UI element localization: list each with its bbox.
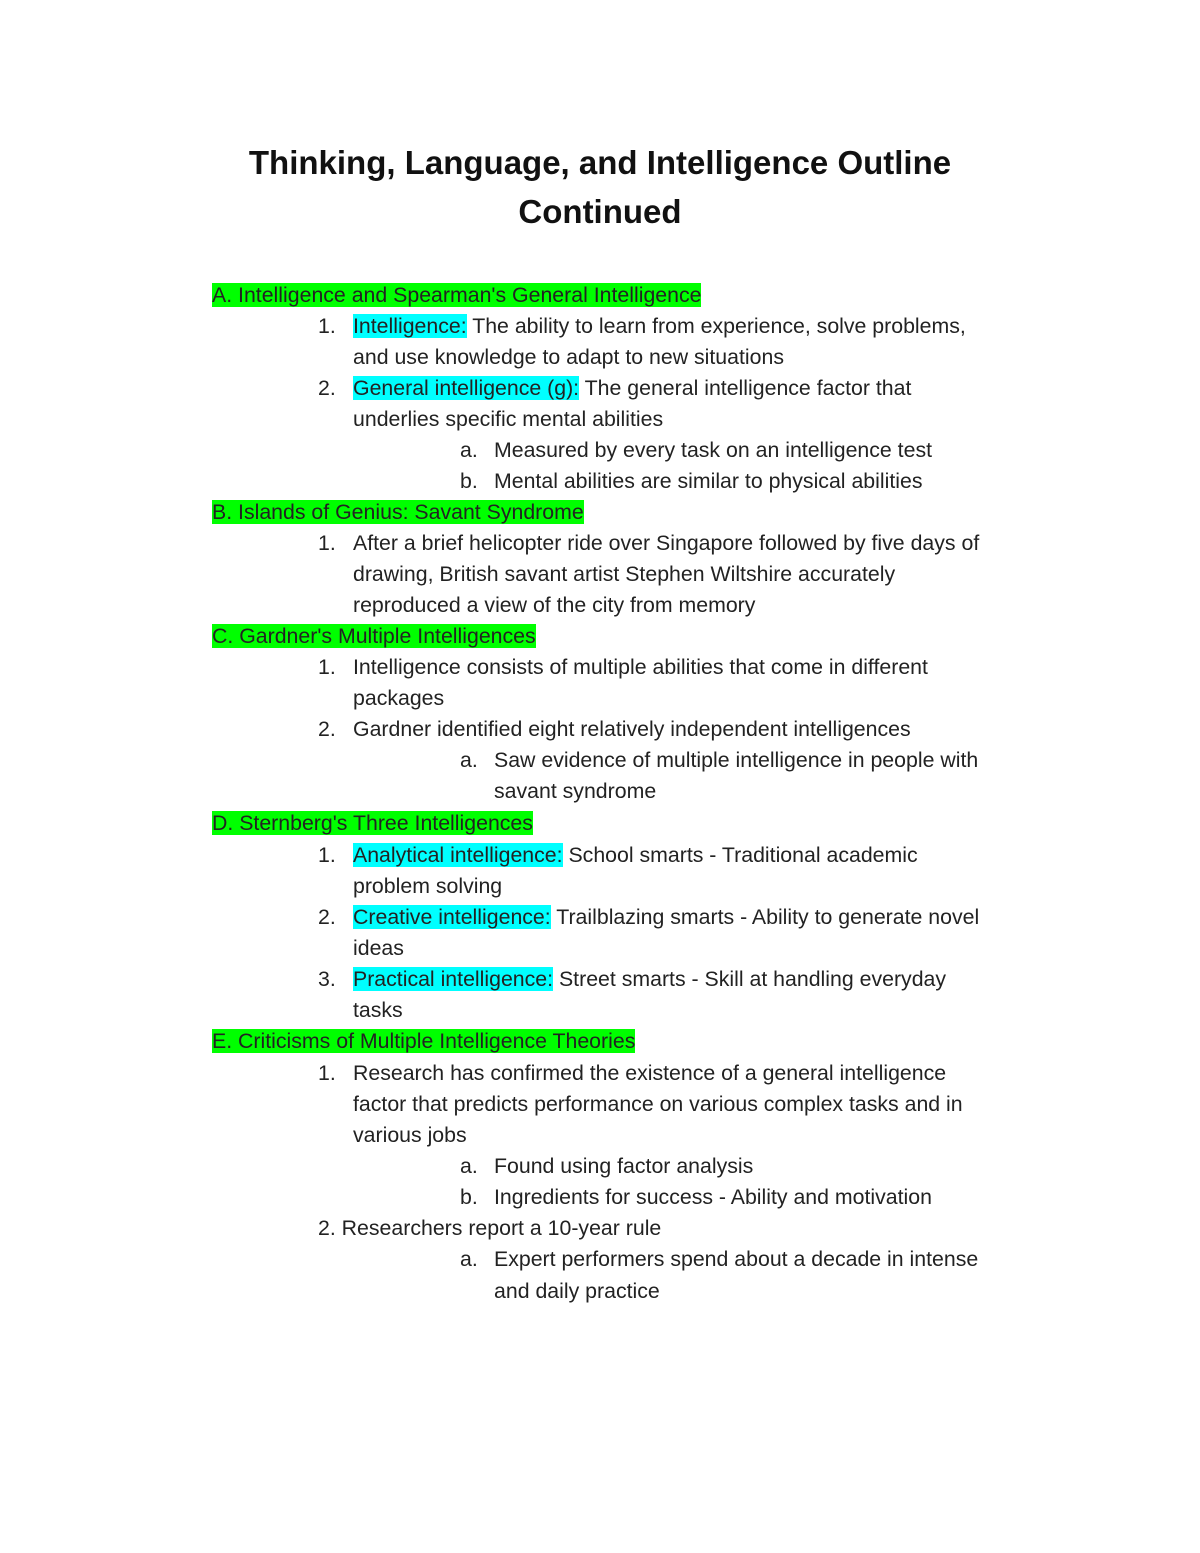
- subitem-marker: a.: [460, 1247, 478, 1271]
- term-general-intelligence: General intelligence (g):: [353, 376, 580, 400]
- item-b1-line-2: drawing, British savant artist Stephen Wiltshire accurately: [353, 562, 896, 586]
- item-d1-line-2: problem solving: [353, 874, 503, 898]
- section-heading-c: [212, 621, 536, 652]
- section-a-highlight: A. Intelligence and Spearman's General Intelligence: [212, 283, 702, 307]
- title-line-2: Continued: [518, 193, 682, 230]
- section-heading-e: [212, 1026, 635, 1057]
- item-c2-line-1: Gardner identified eight relatively independent intelligences: [353, 717, 911, 741]
- item-b1-line-3: reproduced a view of the city from memory: [353, 593, 756, 617]
- subitem-c2a-line-2: savant syndrome: [494, 779, 657, 803]
- term-analytical-intelligence: Analytical intelligence:: [353, 843, 563, 867]
- item-a2-line-1: [353, 373, 911, 404]
- item-e2: 2. Researchers report a 10-year rule: [318, 1216, 662, 1240]
- term-creative-intelligence: Creative intelligence:: [353, 905, 551, 929]
- item-b1-line-1: After a brief helicopter ride over Singapore followed by five days of: [353, 531, 980, 555]
- item-marker: 1.: [318, 1061, 336, 1085]
- item-a2-line-2: underlies specific mental abilities: [353, 407, 664, 431]
- section-c-highlight: C. Gardner's Multiple Intelligences: [212, 624, 536, 648]
- term-practical-intelligence: Practical intelligence:: [353, 967, 554, 991]
- item-d3-line-2: tasks: [353, 998, 403, 1022]
- item-a1-line-1: [353, 311, 966, 342]
- subitem-e2a-line-1: Expert performers spend about a decade in intense: [494, 1247, 979, 1271]
- title-line-1: Thinking, Language, and Intelligence Outline: [248, 144, 952, 181]
- definition-text: Street smarts - Skill at handling everyday: [553, 967, 947, 991]
- section-d-highlight: D. Sternberg's Three Intelligences: [212, 811, 533, 835]
- item-e1-line-2: factor that predicts performance on various complex tasks and in: [353, 1092, 963, 1116]
- item-marker: 1.: [318, 314, 336, 338]
- section-heading-d: [212, 808, 533, 839]
- item-a1-line-2: and use knowledge to adapt to new situations: [353, 345, 784, 369]
- item-marker: 3.: [318, 967, 336, 991]
- item-c1-line-1: Intelligence consists of multiple abilities that come in different: [353, 655, 928, 679]
- section-e-highlight: E. Criticisms of Multiple Intelligence Theories: [212, 1029, 636, 1053]
- subitem-marker: a.: [460, 1154, 478, 1178]
- item-e1-line-1: Research has confirmed the existence of a general intelligence: [353, 1061, 947, 1085]
- subitem-a2a: Measured by every task on an intelligence test: [494, 438, 933, 462]
- definition-text: The ability to learn from experience, solve problems,: [466, 314, 966, 338]
- item-e1-line-3: various jobs: [353, 1123, 467, 1147]
- subitem-marker: b.: [460, 1185, 478, 1209]
- item-marker: 1.: [318, 531, 336, 555]
- item-d2-line-2: ideas: [353, 936, 404, 960]
- item-marker: 2.: [318, 376, 336, 400]
- item-c1-line-2: packages: [353, 686, 445, 710]
- subitem-marker: b.: [460, 469, 478, 493]
- term-intelligence: Intelligence:: [353, 314, 467, 338]
- document-title: [150, 138, 1050, 236]
- item-marker: 2.: [318, 717, 336, 741]
- item-marker: 2.: [318, 905, 336, 929]
- section-b-highlight: B. Islands of Genius: Savant Syndrome: [212, 500, 584, 524]
- item-marker: 1.: [318, 655, 336, 679]
- definition-text: Trailblazing smarts - Ability to generate novel: [550, 905, 980, 929]
- section-heading-a: [212, 280, 701, 311]
- definition-text: School smarts - Traditional academic: [562, 843, 918, 867]
- subitem-e1b: Ingredients for success - Ability and motivation: [494, 1185, 932, 1209]
- subitem-marker: a.: [460, 748, 478, 772]
- subitem-e1a: Found using factor analysis: [494, 1154, 754, 1178]
- subitem-e2a-line-2: and daily practice: [494, 1279, 660, 1303]
- item-d3-line-1: [353, 964, 946, 995]
- subitem-marker: a.: [460, 438, 478, 462]
- item-d1-line-1: [353, 840, 918, 871]
- item-d2-line-1: [353, 902, 979, 933]
- item-marker: 1.: [318, 843, 336, 867]
- subitem-a2b: Mental abilities are similar to physical abilities: [494, 469, 923, 493]
- definition-text: The general intelligence factor that: [579, 376, 912, 400]
- subitem-c2a-line-1: Saw evidence of multiple intelligence in people with: [494, 748, 979, 772]
- section-heading-b: [212, 497, 584, 528]
